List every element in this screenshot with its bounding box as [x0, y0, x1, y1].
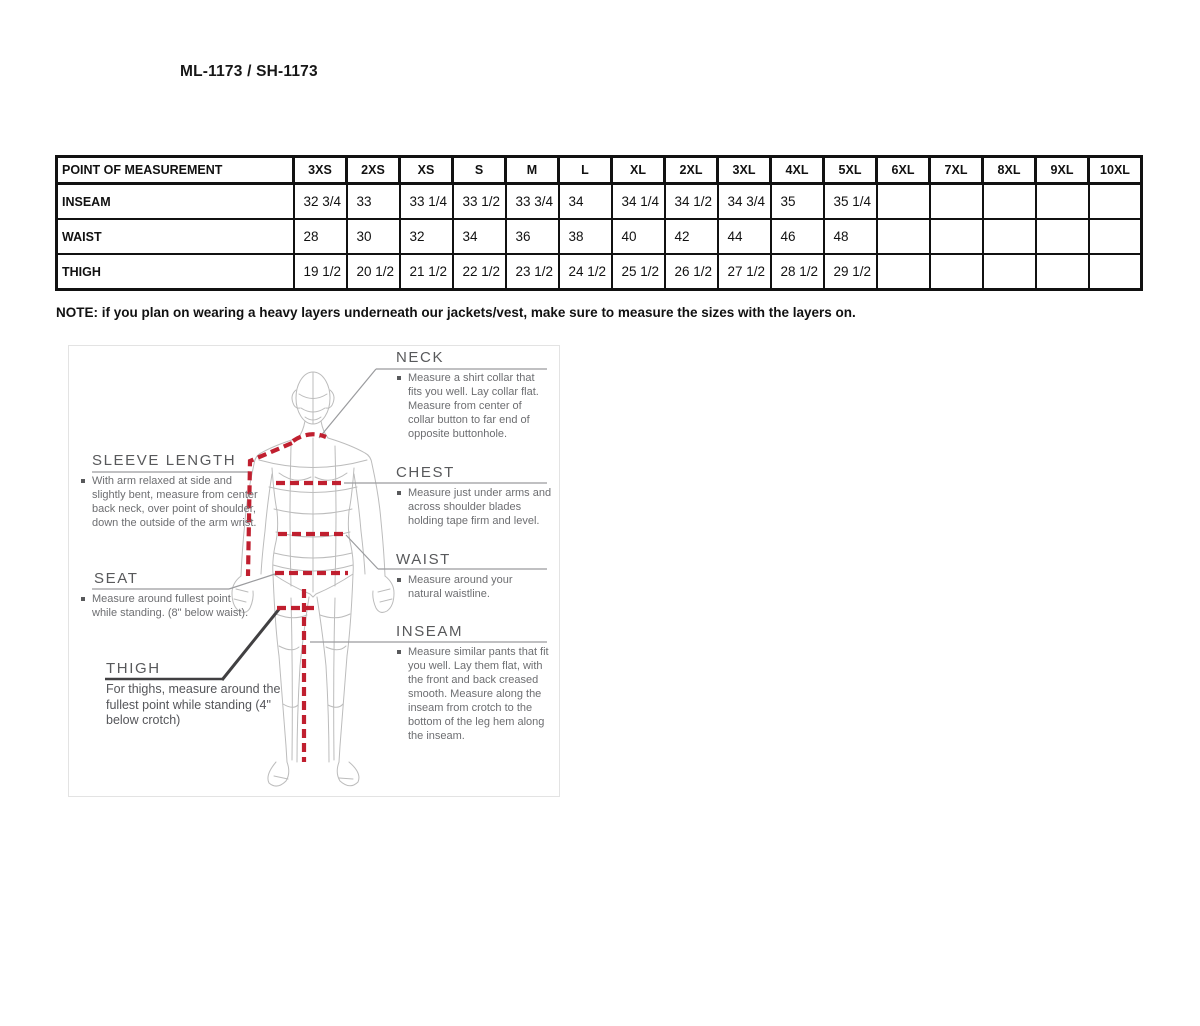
- measurement-cell: 36: [506, 219, 559, 254]
- measurement-diagram: [68, 345, 560, 797]
- sleeve-length-label: [92, 452, 262, 530]
- measurement-cell: 46: [771, 219, 824, 254]
- measurement-cell: [1089, 219, 1142, 254]
- size-column-header: XL: [612, 157, 665, 184]
- measurement-cell: [877, 219, 930, 254]
- measurement-cell: 40: [612, 219, 665, 254]
- chest-label: [396, 464, 556, 528]
- size-column-header: 4XL: [771, 157, 824, 184]
- seat-heading: SEAT: [94, 570, 139, 587]
- thigh-heading: THIGH: [106, 660, 161, 677]
- waist-heading: WAIST: [396, 551, 451, 568]
- sleeve-length-heading: SLEEVE LENGTH: [92, 452, 237, 469]
- measurement-cell: 28 1/2: [771, 254, 824, 290]
- neck-heading: NECK: [396, 349, 445, 366]
- measurement-cell: [1036, 254, 1089, 290]
- size-column-header: 10XL: [1089, 157, 1142, 184]
- measurement-cell: [930, 219, 983, 254]
- measurement-cell: 34: [453, 219, 506, 254]
- inseam-heading: INSEAM: [396, 623, 464, 640]
- inseam-description: Measure similar pants that fit you well. Lay them flat, with the front and back creased smooth. Measure along the inseam from crotch to the bottom of the leg hem along the inseam.: [408, 646, 549, 742]
- size-chart-table: [55, 155, 1143, 291]
- size-column-header: L: [559, 157, 612, 184]
- waist-label: [396, 551, 548, 601]
- measurement-cell: 33: [347, 184, 400, 220]
- size-column-header: 2XS: [347, 157, 400, 184]
- measurement-cell: 38: [559, 219, 612, 254]
- seat-description: Measure around fullest point while standing. (8" below waist).: [92, 593, 249, 619]
- bullet-square-icon: [397, 491, 401, 495]
- measurement-cell: 24 1/2: [559, 254, 612, 290]
- row-label: INSEAM: [57, 184, 294, 220]
- measurement-cell: 21 1/2: [400, 254, 453, 290]
- measurement-cell: 30: [347, 219, 400, 254]
- sleeve-length-description: With arm relaxed at side and slightly bent, measure from center back neck, over point of shoulder, down the outside of the arm wrist.: [92, 475, 258, 529]
- measurement-cell: 33 3/4: [506, 184, 559, 220]
- note-text: NOTE: if you plan on wearing a heavy layers underneath our jackets/vest, make sure to measure the sizes with the layers on.: [56, 305, 856, 320]
- neck-label: [396, 349, 551, 441]
- bullet-square-icon: [397, 578, 401, 582]
- measurement-cell: 44: [718, 219, 771, 254]
- size-column-header: S: [453, 157, 506, 184]
- chest-description: Measure just under arms and across shoulder blades holding tape firm and level.: [408, 487, 552, 527]
- measurement-cell: [877, 184, 930, 220]
- measurement-cell: [1089, 254, 1142, 290]
- measurement-cell: 48: [824, 219, 877, 254]
- bullet-square-icon: [397, 376, 401, 380]
- thigh-description: For thighs, measure around the fullest point while standing (4" below crotch): [106, 682, 281, 727]
- bullet-square-icon: [81, 479, 85, 483]
- measurement-cell: 32: [400, 219, 453, 254]
- measurement-cell: 33 1/2: [453, 184, 506, 220]
- measurement-cell: 34 1/4: [612, 184, 665, 220]
- measurement-row-thigh: [57, 254, 1142, 290]
- measurement-cell: 25 1/2: [612, 254, 665, 290]
- measurement-row-waist: [57, 219, 1142, 254]
- thigh-label: [106, 660, 284, 729]
- measurement-cell: [983, 184, 1036, 220]
- row-label: WAIST: [57, 219, 294, 254]
- size-column-header: M: [506, 157, 559, 184]
- size-column-header: 3XL: [718, 157, 771, 184]
- measurement-cell: 35 1/4: [824, 184, 877, 220]
- size-column-header: 2XL: [665, 157, 718, 184]
- measurement-cell: [1036, 184, 1089, 220]
- measurement-cell: [930, 184, 983, 220]
- neck-measure-line: [293, 434, 326, 441]
- measurement-cell: 34 1/2: [665, 184, 718, 220]
- measurement-cell: 27 1/2: [718, 254, 771, 290]
- size-header-row: [57, 157, 1142, 184]
- point-of-measurement-header: POINT OF MEASUREMENT: [57, 157, 294, 184]
- size-column-header: 3XS: [294, 157, 347, 184]
- measurement-cell: 42: [665, 219, 718, 254]
- measurement-cell: 34 3/4: [718, 184, 771, 220]
- measurement-cell: [983, 219, 1036, 254]
- size-column-header: 6XL: [877, 157, 930, 184]
- measurement-cell: 22 1/2: [453, 254, 506, 290]
- measurement-cell: 33 1/4: [400, 184, 453, 220]
- size-column-header: 8XL: [983, 157, 1036, 184]
- bullet-square-icon: [81, 597, 85, 601]
- seat-label: [94, 570, 252, 620]
- measurement-cell: 19 1/2: [294, 254, 347, 290]
- inseam-label: [396, 623, 553, 743]
- neck-description: Measure a shirt collar that fits you well. Lay collar flat. Measure from center of collar button to far end of opposite buttonhole.: [408, 372, 539, 440]
- measurement-cell: 28: [294, 219, 347, 254]
- measurement-cell: 29 1/2: [824, 254, 877, 290]
- measurement-cell: 26 1/2: [665, 254, 718, 290]
- chest-heading: CHEST: [396, 464, 455, 481]
- row-label: THIGH: [57, 254, 294, 290]
- measurement-cell: 35: [771, 184, 824, 220]
- measurement-cell: [930, 254, 983, 290]
- bullet-square-icon: [397, 650, 401, 654]
- measurement-cell: [983, 254, 1036, 290]
- product-code-title: ML-1173 / SH-1173: [180, 63, 318, 80]
- waist-description: Measure around your natural waistline.: [408, 574, 513, 600]
- measurement-cell: [1036, 219, 1089, 254]
- size-column-header: XS: [400, 157, 453, 184]
- measurement-cell: [1089, 184, 1142, 220]
- measurement-cell: 20 1/2: [347, 254, 400, 290]
- measurement-cell: 34: [559, 184, 612, 220]
- size-column-header: 7XL: [930, 157, 983, 184]
- measurement-row-inseam: [57, 184, 1142, 220]
- measurement-cell: [877, 254, 930, 290]
- size-column-header: 9XL: [1036, 157, 1089, 184]
- measurement-cell: 23 1/2: [506, 254, 559, 290]
- measurement-cell: 32 3/4: [294, 184, 347, 220]
- size-column-header: 5XL: [824, 157, 877, 184]
